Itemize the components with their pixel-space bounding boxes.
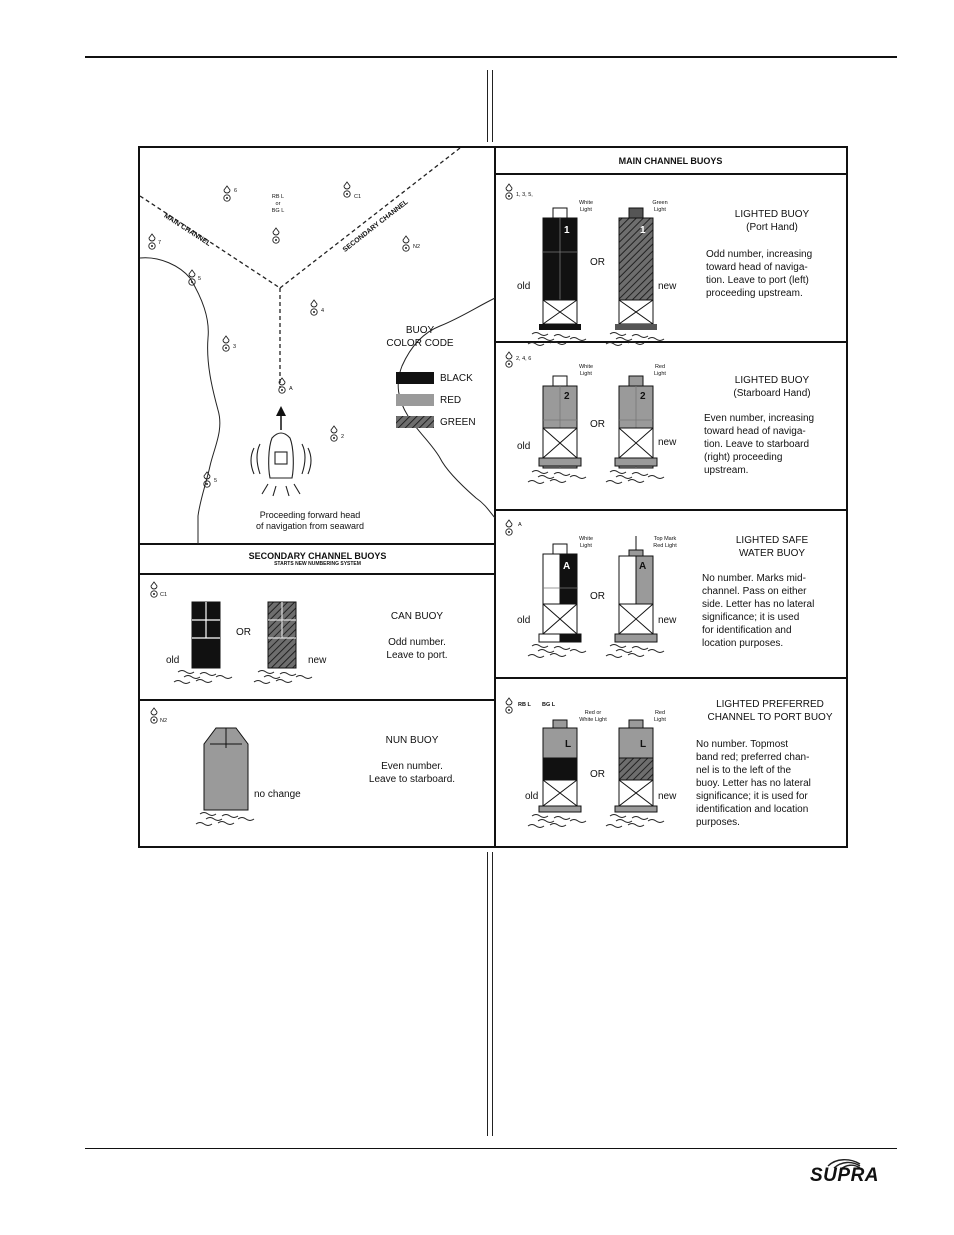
map-label-5: 5 xyxy=(198,276,202,282)
safe-old: old xyxy=(517,615,531,626)
map-buoy-rbl xyxy=(273,228,279,243)
preferred-title: LIGHTED PREFERRED CHANNEL TO PORT BUOY xyxy=(707,699,833,723)
safe-or: OR xyxy=(590,591,605,602)
safe-light-a: White Light xyxy=(578,536,594,549)
map-label-6: 6 xyxy=(234,188,238,194)
nun-buoy xyxy=(196,728,254,826)
can-buoy-new xyxy=(254,602,312,684)
legend-title: BUOY COLOR CODE xyxy=(386,325,454,349)
map-label-4: 4 xyxy=(321,308,325,314)
map-buoy-2 xyxy=(331,426,337,441)
can-title: CAN BUOY xyxy=(390,611,444,622)
port-light-b: Green Light xyxy=(652,200,668,213)
legend-label-green: GREEN xyxy=(440,417,476,428)
nun-marker: N2 xyxy=(160,718,168,724)
safe-num-new: A xyxy=(639,561,647,572)
port-new: new xyxy=(658,281,677,292)
preferred-or: OR xyxy=(590,769,605,780)
safe-light-b: Top Mark Red Light xyxy=(653,536,677,549)
main-title: MAIN CHANNEL BUOYS xyxy=(618,156,723,166)
port-or: OR xyxy=(590,257,605,268)
starboard-buoy-old xyxy=(528,376,586,484)
port-old: old xyxy=(517,281,531,292)
starboard-num-old: 2 xyxy=(564,391,570,402)
buoy-figure xyxy=(138,146,848,848)
column-divider-bottom xyxy=(487,852,493,1136)
starboard-light-a: White Light xyxy=(578,364,594,377)
can-marker-icon xyxy=(151,582,157,597)
port-desc: Odd number, increasing toward head of naviga- tion. Leave to port (left) proceeding upstream. xyxy=(706,249,813,299)
top-rule xyxy=(85,56,897,58)
preferred-old: old xyxy=(525,791,539,802)
starboard-buoy-new xyxy=(606,376,664,484)
starboard-old: old xyxy=(517,441,531,452)
starboard-title: LIGHTED BUOY (Starboard Hand) xyxy=(733,375,811,399)
safe-desc: No number. Marks mid- channel. Pass on either side. Letter has no lateral significance; it is used for identification and location purposes. xyxy=(702,573,815,649)
can-new-label: new xyxy=(308,655,327,666)
map-label-rbl: RB L or BG L xyxy=(271,194,285,214)
map-buoy-7 xyxy=(149,234,155,249)
port-marker: 1, 3, 5, xyxy=(516,192,533,198)
supra-logo xyxy=(810,1156,900,1186)
port-num-old: 1 xyxy=(564,225,570,236)
starboard-light-b: Red Light xyxy=(654,364,666,377)
map-caption: Proceeding forward head of navigation from seaward xyxy=(255,510,365,531)
map-buoy-c1 xyxy=(344,182,350,197)
map-label-n2: N2 xyxy=(413,244,421,250)
map-label-2: 2 xyxy=(341,434,345,440)
port-marker-icon xyxy=(506,184,512,199)
safe-buoy-old xyxy=(528,544,586,658)
starboard-marker: 2, 4, 6 xyxy=(516,356,532,362)
nun-marker-icon xyxy=(151,708,157,723)
map-label-5b: 5 xyxy=(214,478,218,484)
safe-new: new xyxy=(658,615,677,626)
nun-desc: Even number. Leave to starboard. xyxy=(368,761,456,785)
preferred-light-a: Red or White Light xyxy=(579,710,607,723)
legend-swatch-black xyxy=(396,372,434,384)
map-buoy-n2 xyxy=(403,236,409,251)
safe-num-old: A xyxy=(563,561,571,572)
legend-swatch-red xyxy=(396,394,434,406)
port-num-new: 1 xyxy=(640,225,646,236)
nun-note: no change xyxy=(254,789,301,800)
column-divider-top xyxy=(487,70,493,142)
starboard-or: OR xyxy=(590,419,605,430)
preferred-buoy-old xyxy=(528,720,586,828)
starboard-num-new: 2 xyxy=(640,391,646,402)
preferred-light-b: Red Light xyxy=(654,710,666,723)
preferred-num-old: L xyxy=(565,739,572,750)
map-label-3: 3 xyxy=(233,344,237,350)
map-buoy-3 xyxy=(223,336,229,351)
can-old-label: old xyxy=(166,655,180,666)
preferred-marker-b: BG L xyxy=(542,702,556,708)
safe-title: LIGHTED SAFE WATER BUOY xyxy=(735,535,809,559)
safe-marker: A xyxy=(518,522,522,528)
map-buoy-6 xyxy=(224,186,230,201)
port-buoy-old xyxy=(528,208,586,346)
bottom-rule xyxy=(85,1148,897,1149)
preferred-num-new: L xyxy=(640,739,647,750)
boat-icon xyxy=(251,433,311,496)
can-desc: Odd number. Leave to port. xyxy=(386,637,448,661)
heading-arrow xyxy=(276,406,286,430)
can-or-label: OR xyxy=(236,627,251,638)
preferred-new: new xyxy=(658,791,677,802)
legend-label-red: RED xyxy=(440,395,462,406)
channel-lines xyxy=(140,148,460,388)
preferred-buoy-new xyxy=(606,720,664,828)
preferred-marker-icon xyxy=(506,698,512,713)
map-label-7: 7 xyxy=(158,240,162,246)
can-buoy-old xyxy=(174,602,232,684)
map-label-c1: C1 xyxy=(354,194,362,200)
legend-swatch-green xyxy=(396,416,434,428)
port-title: LIGHTED BUOY (Port Hand) xyxy=(734,209,810,233)
legend-label-black: BLACK xyxy=(440,373,473,384)
map-buoy-4 xyxy=(311,300,317,315)
supra-logo-text: SUPRA xyxy=(810,1165,880,1186)
main-channel-label: MAIN CHANNEL xyxy=(162,212,212,248)
port-buoy-new xyxy=(606,208,664,346)
port-light-a: White Light xyxy=(578,200,594,213)
map-buoy-a xyxy=(279,378,285,393)
preferred-marker-a: RB L xyxy=(518,702,531,708)
starboard-new: new xyxy=(658,437,677,448)
safe-buoy-new xyxy=(606,536,664,658)
secondary-channel-label: SECONDARY CHANNEL xyxy=(341,198,410,254)
secondary-title: SECONDARY CHANNEL BUOYS xyxy=(248,551,387,561)
starboard-desc: Even number, increasing toward head of naviga- tion. Leave to starboard (right) proceeding upstream. xyxy=(704,413,815,476)
map-label-a: A xyxy=(289,386,293,392)
starboard-marker-icon xyxy=(506,352,512,367)
nun-title: NUN BUOY xyxy=(385,735,439,746)
can-marker: C1 xyxy=(160,592,168,598)
preferred-desc: No number. Topmost band red; preferred chan- nel is to the left of the buoy. Letter has no lateral significance; it is used for identification and location purposes. xyxy=(696,739,811,828)
secondary-subtitle: STARTS NEW NUMBERING SYSTEM xyxy=(274,561,361,567)
safe-marker-icon xyxy=(506,520,512,535)
